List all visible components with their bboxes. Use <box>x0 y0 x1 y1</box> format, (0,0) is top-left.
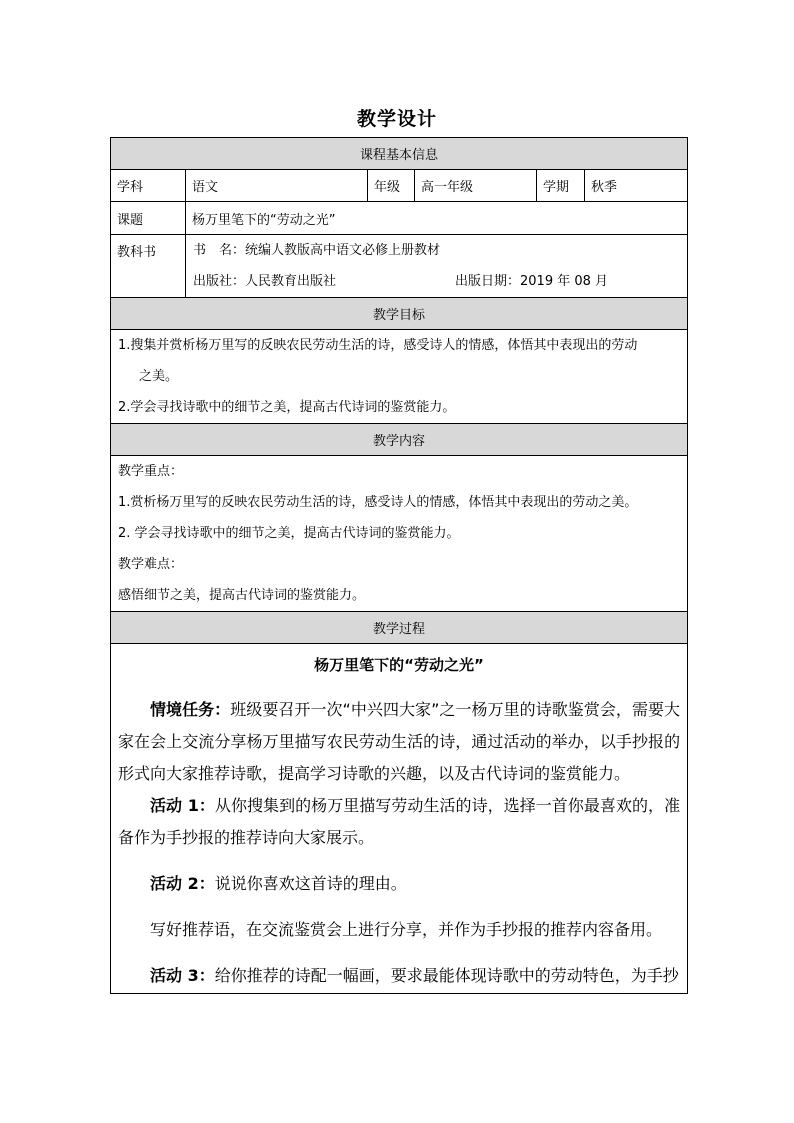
term-value: 秋季 <box>585 170 688 202</box>
process-content <box>111 644 688 994</box>
activity-2-label: 活动 2： <box>150 874 215 893</box>
section-header-basic-info: 课程基本信息 <box>111 138 688 170</box>
grade-value: 高一年级 <box>415 170 537 202</box>
grade-label: 年级 <box>368 170 415 202</box>
lesson-plan-table <box>110 137 688 994</box>
difficult-points-label: 教学难点： <box>118 557 184 572</box>
activity-3-label: 活动 3： <box>150 966 215 985</box>
content-body <box>111 456 688 612</box>
activity-3-text: 给你推荐的诗配一幅画，要求最能体现诗歌中的劳动特色，为手抄 <box>214 966 679 985</box>
section-header-objectives: 教学目标 <box>111 298 688 330</box>
page-title: 教学设计 <box>356 108 437 130</box>
subject-value: 语文 <box>186 170 368 202</box>
task-label: 情境任务： <box>150 700 231 719</box>
task-text: 班级要召开一次“中兴四大家”之一杨万里的诗歌鉴赏会，需要大家在会上交流分享杨万里描写农民劳动生活的诗，通过活动的举办，以手抄报的形式向大家推荐诗歌，提高学习诗歌的兴趣，以及古代诗词的鉴赏能力。 <box>118 700 681 783</box>
activity-3-paragraph <box>118 960 680 992</box>
textbook-label: 教科书 <box>111 235 186 298</box>
publisher: 出版社：人民教育出版社 <box>193 274 337 289</box>
objective-2: 2.学会寻找诗歌中的细节之美，提高古代诗词的鉴赏能力。 <box>118 400 456 415</box>
textbook-info <box>186 235 688 298</box>
objective-1: 1.搜集并赏析杨万里写的反映农民劳动生活的诗，感受诗人的情感，体悟其中表现出的劳动 <box>118 338 638 353</box>
section-header-content: 教学内容 <box>111 424 688 456</box>
process-title: 杨万里笔下的“劳动之光” <box>314 656 484 674</box>
book-name: 书 名：统编人教版高中语文必修上册教材 <box>193 243 441 258</box>
activity-1-text: 从你搜集到的杨万里描写劳动生活的诗，选择一首你最喜欢的，准备作为手抄报的推荐诗向大家展示。 <box>118 796 681 847</box>
key-points-label: 教学重点： <box>118 464 184 479</box>
key-point-1: 1.赏析杨万里写的反映农民劳动生活的诗，感受诗人的情感，体悟其中表现出的劳动之美。 <box>118 495 638 510</box>
publisher-row <box>186 266 687 297</box>
objectives-content <box>111 330 688 424</box>
activity-2-paragraph <box>118 868 680 900</box>
activity-1-paragraph <box>118 790 680 854</box>
activity-2-extra: 写好推荐语，在交流鉴赏会上进行分享，并作为手抄报的推荐内容备用。 <box>150 920 663 939</box>
objective-1-cont: 之美。 <box>139 369 179 384</box>
activity-1-label: 活动 1： <box>150 796 215 815</box>
term-label: 学期 <box>537 170 585 202</box>
difficult-point-1: 感悟细节之美，提高古代诗词的鉴赏能力。 <box>118 588 366 603</box>
section-header-process: 教学过程 <box>111 612 688 644</box>
key-point-2: 2. 学会寻找诗歌中的细节之美，提高古代诗词的鉴赏能力。 <box>118 526 460 541</box>
topic-value: 杨万里笔下的“劳动之光” <box>186 202 688 235</box>
task-paragraph <box>118 694 680 790</box>
topic-label: 课题 <box>111 202 186 235</box>
publish-date: 出版日期：2019 年 08 月 <box>455 274 609 289</box>
activity-2-text: 说说你喜欢这首诗的理由。 <box>214 874 407 893</box>
subject-label: 学科 <box>111 170 186 202</box>
